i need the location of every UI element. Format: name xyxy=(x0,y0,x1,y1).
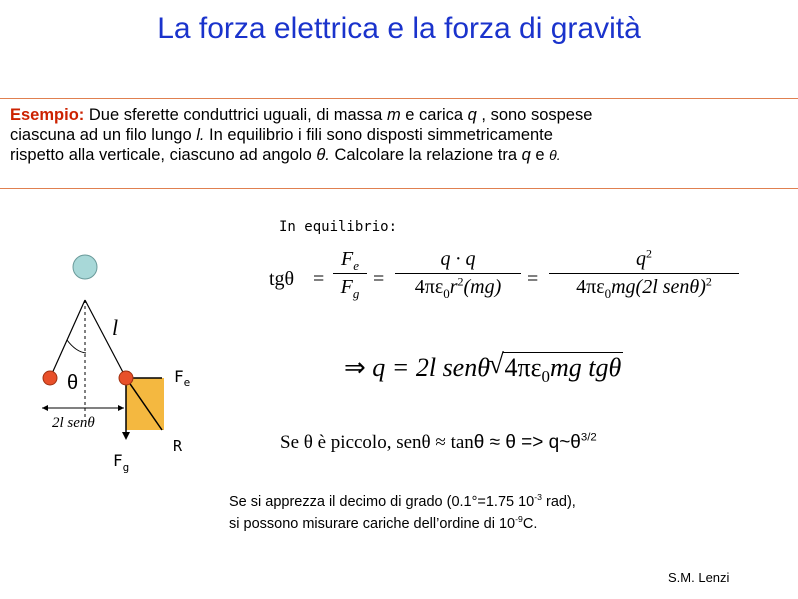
example-text-part: Due sferette conduttrici uguali, di massa xyxy=(84,106,387,124)
radical-sign: √ xyxy=(488,349,504,380)
fraction-den xyxy=(549,276,739,299)
equals-sign: = xyxy=(527,268,539,290)
example-text-part: e carica xyxy=(400,106,468,124)
label-fe-main: F xyxy=(174,367,184,386)
approx-exponent: 3/2 xyxy=(580,431,597,444)
square-root xyxy=(488,349,624,387)
approx-part: θ ≈ θ => q~θ xyxy=(473,432,581,453)
gravity-arrowhead xyxy=(122,432,130,440)
equilibrium-label: In equilibrio: xyxy=(279,219,398,235)
label-r: R xyxy=(173,437,183,455)
var-theta: θ. xyxy=(316,146,330,164)
distance-arrowhead-right xyxy=(118,405,124,411)
example-text-part: e xyxy=(530,146,550,164)
sphere-left xyxy=(43,371,57,385)
fraction-coulomb xyxy=(395,248,521,299)
fraction-num xyxy=(549,248,739,271)
bottom-rule xyxy=(0,188,798,189)
example-text-part: rispetto alla verticale, ciascuno ad angolo xyxy=(10,146,317,164)
example-text-part: Calcolare la relazione tra xyxy=(329,146,522,164)
fe-symbol: F xyxy=(341,248,354,270)
fe-sub: e xyxy=(353,258,359,273)
slide-title: La forza elettrica e la forza di gravità xyxy=(157,12,641,45)
label-fg xyxy=(113,451,129,474)
thread-left xyxy=(50,300,85,378)
example-text xyxy=(10,105,790,165)
fg-sub: g xyxy=(352,286,360,301)
sphere-right xyxy=(119,371,133,385)
fg-symbol: F xyxy=(340,276,353,298)
note-exponent: -9 xyxy=(515,514,523,525)
root-sub: 0 xyxy=(541,367,550,387)
thread-right xyxy=(85,300,126,378)
label-distance: 2l senθ xyxy=(52,415,95,431)
equals-sign: = xyxy=(313,268,325,290)
example-text-part: ciascuna ad un filo lungo xyxy=(10,126,197,144)
den-part: 4πε xyxy=(414,276,444,298)
author-signature: S.M. Lenzi xyxy=(668,570,730,585)
note-part: Se si apprezza il decimo di grado (0.1°=1.75 10 xyxy=(229,494,535,510)
angle-arc xyxy=(67,340,86,353)
top-rule xyxy=(0,98,798,99)
var-m: m xyxy=(386,106,401,124)
den-sub: 0 xyxy=(443,286,450,301)
distance-arrowhead-left xyxy=(42,405,48,411)
label-fe xyxy=(174,367,190,389)
num-part: q xyxy=(636,248,646,270)
var-q: q xyxy=(467,106,477,124)
den-sub: 0 xyxy=(604,286,612,301)
var-l: l. xyxy=(196,126,205,144)
root-part: 4πε xyxy=(504,353,542,382)
den-sup: 2 xyxy=(457,274,464,289)
fraction-bar xyxy=(333,273,367,274)
num-sup: 2 xyxy=(646,246,652,261)
den-part: r xyxy=(449,276,458,298)
label-fe-sub: e xyxy=(183,376,191,389)
label-theta: θ xyxy=(67,372,79,394)
label-fg-sub: g xyxy=(122,461,130,474)
label-fg-main: F xyxy=(113,451,123,470)
pivot-circle xyxy=(73,255,97,279)
den-part: mg(2l senθ) xyxy=(611,276,706,298)
fraction-result xyxy=(549,248,739,299)
var-q: q xyxy=(521,146,531,164)
den-part: (mg) xyxy=(463,276,502,298)
measurement-note xyxy=(229,491,576,535)
fraction-num: q · q xyxy=(440,248,476,270)
note-part: C. xyxy=(522,516,538,532)
implies-arrow: ⇒ xyxy=(344,353,366,382)
fraction-forces xyxy=(333,248,367,299)
note-part: si possono misurare cariche dell’ordine di 10 xyxy=(229,516,516,532)
note-part: rad), xyxy=(541,494,576,510)
den-sup: 2 xyxy=(705,274,712,289)
tg-theta: tgθ xyxy=(269,268,295,290)
note-exponent: -3 xyxy=(534,492,542,503)
pendulum-diagram xyxy=(0,240,260,480)
root-part: mg tgθ xyxy=(550,353,622,382)
example-text-part: , sono sospese xyxy=(476,106,593,124)
approx-part: Se θ è piccolo, senθ ≈ tan xyxy=(280,432,474,453)
example-lead: Esempio: xyxy=(10,106,85,124)
den-part: 4πε xyxy=(576,276,605,298)
result-lhs: q = 2l senθ xyxy=(372,353,490,382)
example-text-part: In equilibrio i fili sono disposti simmetricamente xyxy=(204,126,553,144)
equation-tangent xyxy=(269,248,789,324)
equation-result xyxy=(344,349,623,387)
equals-sign: = xyxy=(373,268,385,290)
label-l: l xyxy=(112,315,119,340)
fraction-den xyxy=(333,276,367,299)
fraction-den xyxy=(395,276,521,299)
fraction-num xyxy=(333,248,367,271)
small-angle-approximation xyxy=(280,432,597,454)
var-theta: θ. xyxy=(549,147,561,163)
